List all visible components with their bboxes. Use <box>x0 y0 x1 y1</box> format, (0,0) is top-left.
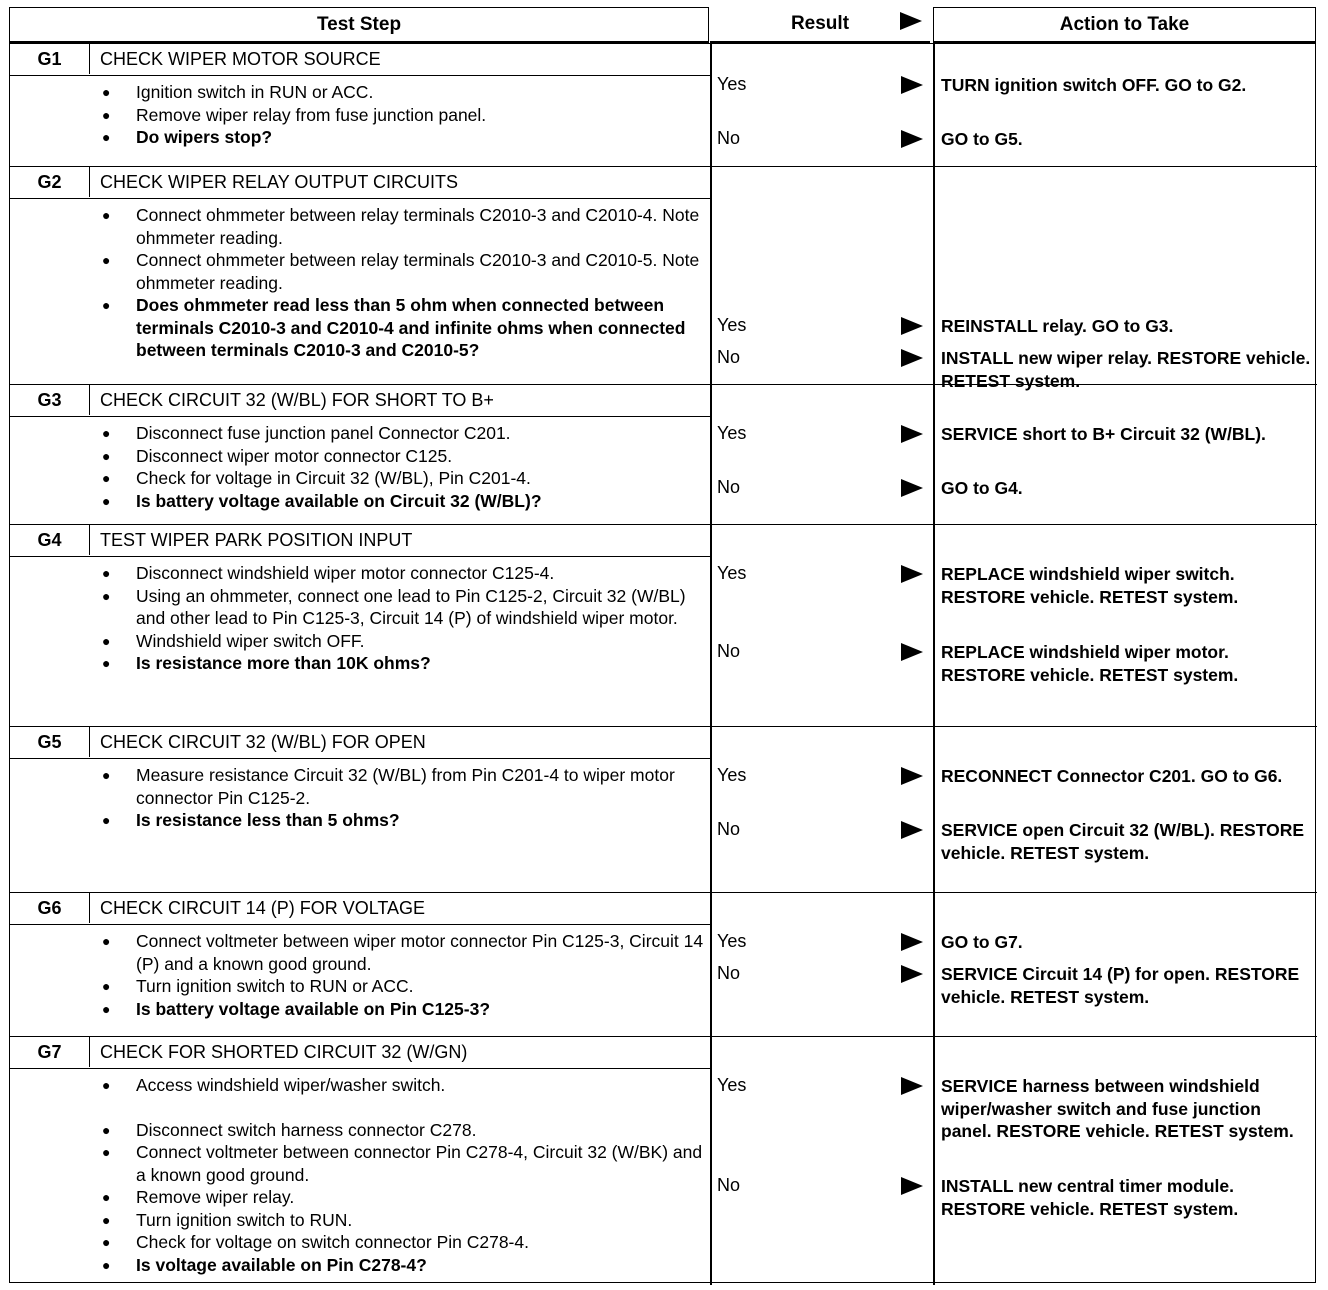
result-no: No <box>717 477 741 497</box>
step-bullet: ● Check for voltage on switch connector Pin C278-4. <box>96 1231 708 1254</box>
action-no: INSTALL new wiper relay. RESTORE vehicle. RETEST system. <box>941 348 1311 391</box>
arrow-right-icon <box>901 479 923 497</box>
column-divider <box>933 893 935 1037</box>
action-no: GO to G5. <box>941 129 1023 149</box>
result-no: No <box>717 128 741 148</box>
action-no: INSTALL new central timer module. RESTORE vehicle. RETEST system. <box>941 1176 1239 1219</box>
step-bullet: ● Disconnect fuse junction panel Connector C201. <box>96 422 708 445</box>
result-yes: Yes <box>717 765 747 785</box>
column-divider <box>933 525 935 727</box>
arrow-right-icon <box>901 425 923 443</box>
step-bullet-list <box>96 422 708 512</box>
arrow-right-icon <box>901 767 923 785</box>
step-title: CHECK CIRCUIT 14 (P) FOR VOLTAGE <box>100 897 426 918</box>
step-group-g5 <box>10 726 1317 892</box>
action-yes: GO to G7. <box>941 932 1023 952</box>
step-bullet: ● Turn ignition switch to RUN or ACC. <box>96 975 708 998</box>
result-yes: Yes <box>717 74 747 94</box>
arrow-right-icon <box>901 1077 923 1095</box>
step-header <box>10 727 710 759</box>
step-bullet: ● Disconnect windshield wiper motor connector C125-4. <box>96 562 708 585</box>
column-divider <box>933 167 935 385</box>
result-no: No <box>717 641 741 661</box>
step-title: CHECK CIRCUIT 32 (W/BL) FOR OPEN <box>100 731 426 752</box>
step-bullet: ● Remove wiper relay from fuse junction panel. <box>96 104 708 127</box>
step-group-g1 <box>10 44 1317 166</box>
step-header <box>10 167 710 199</box>
arrow-right-icon <box>901 565 923 583</box>
step-bullet: ● Check for voltage in Circuit 32 (W/BL), Pin C201-4. <box>96 467 708 490</box>
test-step-header: Test Step <box>9 7 709 43</box>
step-id: G7 <box>10 1037 90 1067</box>
step-header <box>10 44 710 76</box>
column-divider <box>710 525 712 727</box>
step-title: CHECK WIPER RELAY OUTPUT CIRCUITS <box>100 171 459 192</box>
step-header <box>10 525 710 557</box>
arrow-right-icon <box>901 1177 923 1195</box>
result-no: No <box>717 347 741 367</box>
step-title: CHECK WIPER MOTOR SOURCE <box>100 48 381 69</box>
arrow-right-icon <box>901 965 923 983</box>
step-title: TEST WIPER PARK POSITION INPUT <box>100 529 413 550</box>
step-bullet: ● Connect ohmmeter between relay terminals C2010-3 and C2010-5. Note ohmmeter reading. <box>96 249 708 294</box>
step-bullet: ● Is resistance more than 10K ohms? <box>96 652 708 675</box>
step-bullet: ● Connect voltmeter between wiper motor connector Pin C125-3, Circuit 14 (P) and a known good ground. <box>96 930 708 975</box>
result-yes: Yes <box>717 563 747 583</box>
arrow-right-icon <box>901 821 923 839</box>
step-header <box>10 1037 710 1069</box>
result-header: Result <box>710 7 930 43</box>
result-yes: Yes <box>717 423 747 443</box>
step-bullet-list <box>96 562 708 675</box>
step-bullet: ● Ignition switch in RUN or ACC. <box>96 81 708 104</box>
step-group-g4 <box>10 524 1317 726</box>
arrow-right-icon <box>901 76 923 94</box>
table-header <box>9 7 1316 43</box>
step-bullet: ● Using an ohmmeter, connect one lead to Pin C125-2, Circuit 32 (W/BL) and other lead to Pin C125-3, Circuit 14 (P) of windshield wiper motor. <box>96 585 708 630</box>
diagnostic-table <box>9 7 1316 1283</box>
step-bullet: ● Connect voltmeter between connector Pin C278-4, Circuit 32 (W/BK) and a known good ground. <box>96 1141 708 1186</box>
action-yes: REPLACE windshield wiper switch. RESTORE vehicle. RETEST system. <box>941 564 1239 607</box>
step-bullet: ● Does ohmmeter read less than 5 ohm when connected between terminals C2010-3 and C2010-4 and infinite ohms when connected between terminals C2010-3 and C2010-5? <box>96 294 708 362</box>
step-header <box>10 893 710 925</box>
step-title: CHECK CIRCUIT 32 (W/BL) FOR SHORT TO B+ <box>100 389 494 410</box>
step-bullet-list <box>96 81 708 149</box>
action-yes: RECONNECT Connector C201. GO to G6. <box>941 766 1283 786</box>
column-divider <box>710 893 712 1037</box>
step-title: CHECK FOR SHORTED CIRCUIT 32 (W/GN) <box>100 1041 468 1062</box>
result-yes: Yes <box>717 315 747 335</box>
result-no: No <box>717 819 741 839</box>
step-bullet: ● Remove wiper relay. <box>96 1186 708 1209</box>
step-id: G6 <box>10 893 90 923</box>
step-group-g7 <box>10 1036 1317 1284</box>
step-bullet-list <box>96 930 708 1020</box>
action-no: REPLACE windshield wiper motor. RESTORE vehicle. RETEST system. <box>941 642 1239 685</box>
step-group-g3 <box>10 384 1317 524</box>
step-bullet: ● Disconnect switch harness connector C278. <box>96 1119 708 1142</box>
column-divider <box>933 1037 935 1285</box>
step-bullet: ● Turn ignition switch to RUN. <box>96 1209 708 1232</box>
action-yes: SERVICE short to B+ Circuit 32 (W/BL). <box>941 424 1266 444</box>
step-bullet: ● Access windshield wiper/washer switch. <box>96 1074 708 1097</box>
action-yes: REINSTALL relay. GO to G3. <box>941 316 1174 336</box>
steps-body <box>9 43 1316 1283</box>
step-group-g6 <box>10 892 1317 1036</box>
action-no: SERVICE Circuit 14 (P) for open. RESTORE vehicle. RETEST system. <box>941 964 1300 1007</box>
action-no: GO to G4. <box>941 478 1023 498</box>
action-no: SERVICE open Circuit 32 (W/BL). RESTORE vehicle. RETEST system. <box>941 820 1305 863</box>
step-bullet: ● Is battery voltage available on Pin C125-3? <box>96 998 708 1021</box>
column-divider <box>710 727 712 893</box>
column-divider <box>933 385 935 525</box>
step-bullet: ● Measure resistance Circuit 32 (W/BL) from Pin C201-4 to wiper motor connector Pin C125-2. <box>96 764 708 809</box>
arrow-right-icon <box>901 349 923 367</box>
column-divider <box>933 727 935 893</box>
step-bullet: ● Is voltage available on Pin C278-4? <box>96 1254 708 1277</box>
header-arrow-icon <box>900 12 922 30</box>
step-bullet-list <box>96 204 708 362</box>
column-divider <box>710 385 712 525</box>
action-header: Action to Take <box>933 7 1316 43</box>
column-divider <box>710 44 712 166</box>
action-yes: SERVICE harness between windshield wiper/washer switch and fuse junction panel. RESTORE vehicle. RETEST system. <box>941 1076 1294 1141</box>
step-bullet: ● Is resistance less than 5 ohms? <box>96 809 708 832</box>
step-id: G4 <box>10 525 90 555</box>
step-header <box>10 385 710 417</box>
step-bullet-list <box>96 1074 708 1276</box>
arrow-right-icon <box>901 130 923 148</box>
step-bullet: ● Disconnect wiper motor connector C125. <box>96 445 708 468</box>
result-yes: Yes <box>717 1075 747 1095</box>
arrow-right-icon <box>901 643 923 661</box>
arrow-right-icon <box>901 317 923 335</box>
result-no: No <box>717 1175 741 1195</box>
step-id: G2 <box>10 167 90 197</box>
arrow-right-icon <box>901 933 923 951</box>
result-yes: Yes <box>717 931 747 951</box>
step-bullet: ● Is battery voltage available on Circuit 32 (W/BL)? <box>96 490 708 513</box>
step-id: G3 <box>10 385 90 415</box>
step-bullet-list <box>96 764 708 832</box>
step-bullet: ● Do wipers stop? <box>96 126 708 149</box>
column-divider <box>933 44 935 166</box>
step-bullet: ● Windshield wiper switch OFF. <box>96 630 708 653</box>
step-group-g2 <box>10 166 1317 391</box>
step-id: G1 <box>10 44 90 74</box>
result-no: No <box>717 963 741 983</box>
step-bullet: ● Connect ohmmeter between relay terminals C2010-3 and C2010-4. Note ohmmeter reading. <box>96 204 708 249</box>
column-divider <box>710 1037 712 1285</box>
step-id: G5 <box>10 727 90 757</box>
column-divider <box>710 167 712 385</box>
action-yes: TURN ignition switch OFF. GO to G2. <box>941 75 1247 95</box>
